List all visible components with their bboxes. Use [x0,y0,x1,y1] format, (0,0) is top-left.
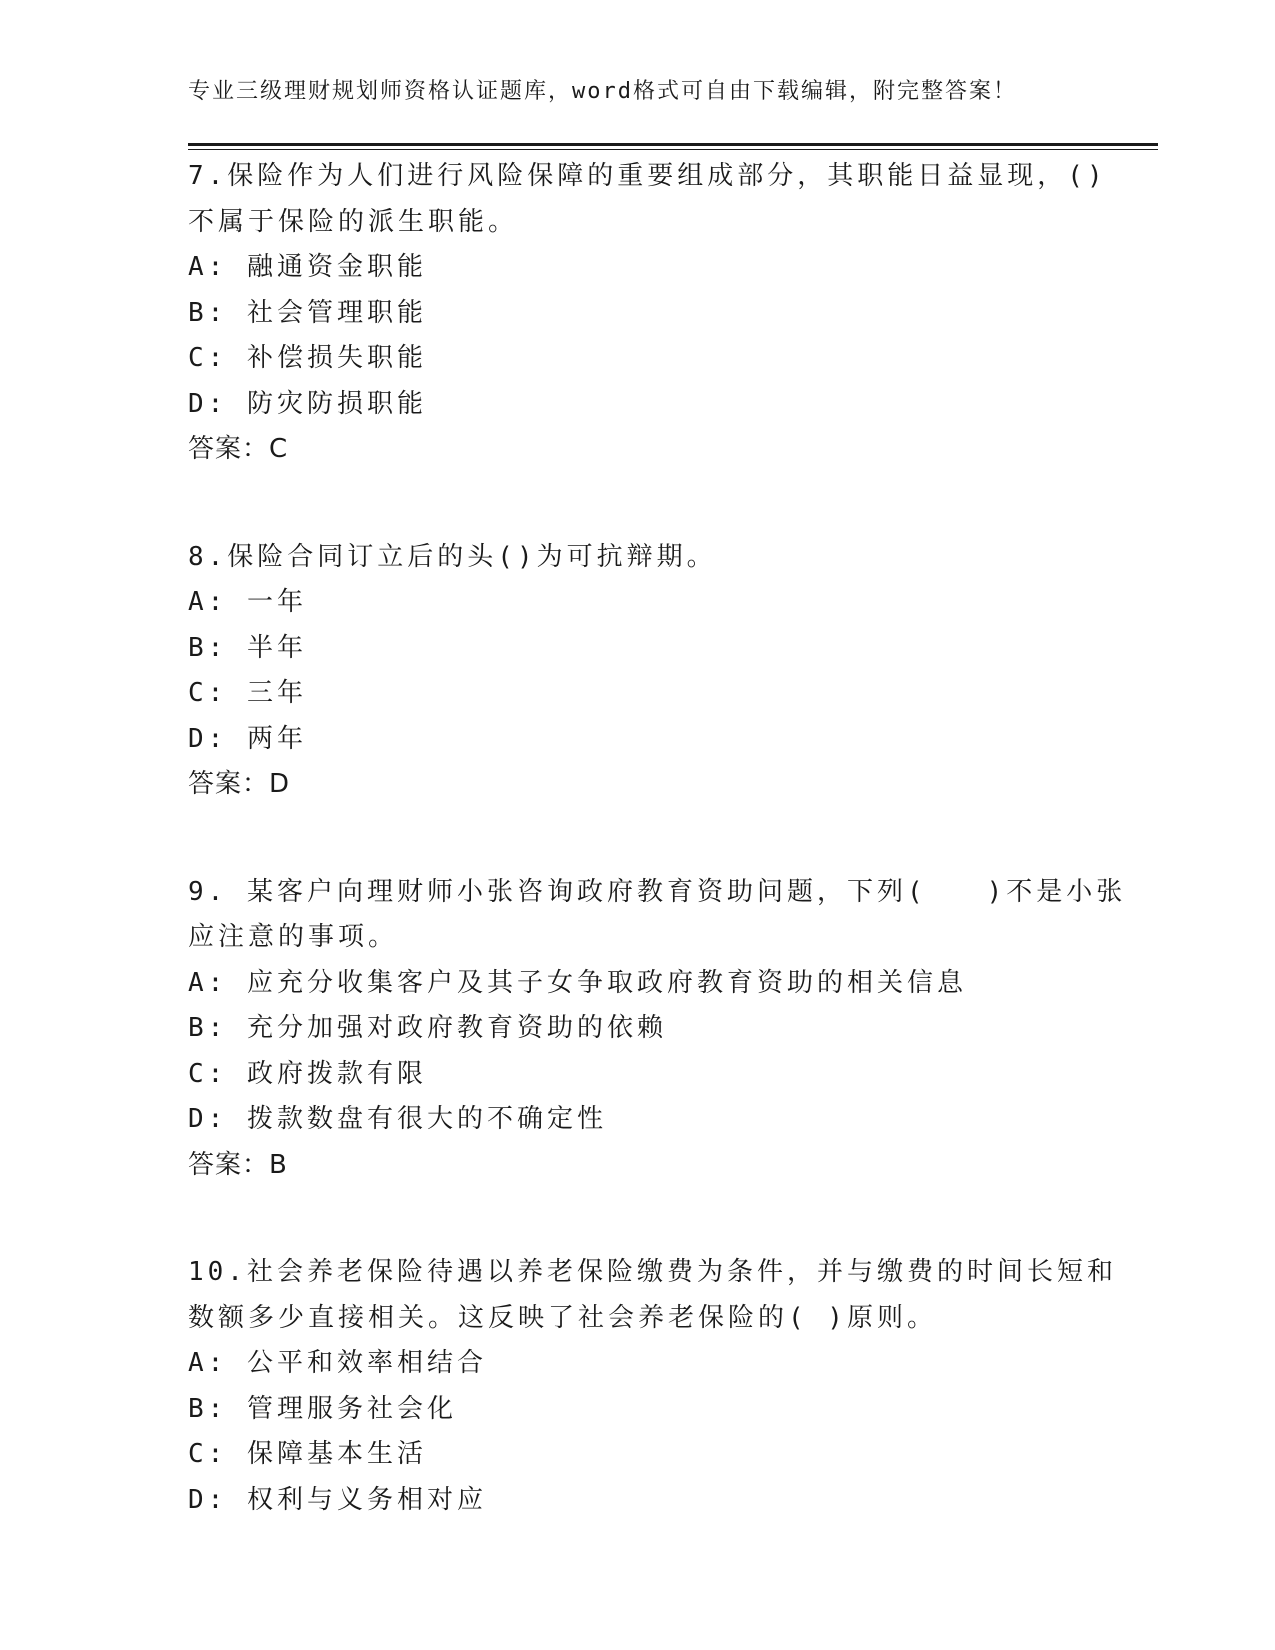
question-7 [188,154,1107,473]
option-c: C: 政府拨款有限 [188,1058,427,1089]
header-rule-thick [188,143,1158,146]
question-9 [188,870,1127,1189]
answer: 答案：B [188,1149,288,1180]
option-d: D: 两年 [188,723,307,754]
option-d: D: 权利与义务相对应 [188,1484,487,1515]
option-b: B: 充分加强对政府教育资助的依赖 [188,1013,667,1043]
option-b: B: 社会管理职能 [188,297,427,328]
question-stem: 应注意的事项。 [188,922,399,952]
header-rule-thin [188,149,1158,150]
question-list [188,154,1127,1539]
question-stem: 7.保险作为人们进行风险保障的重要组成部分，其职能日益显现，() [188,161,1107,191]
option-c: C: 三年 [188,678,307,708]
option-b: B: 管理服务社会化 [188,1393,457,1424]
question-8 [188,535,1088,808]
page-header: 专业三级理财规划师资格认证题库，word格式可自由下载编辑，附完整答案！ [188,79,1017,104]
answer: 答案：D [188,769,291,799]
question-stem: 不属于保险的派生职能。 [188,206,519,237]
option-a: A: 公平和效率相结合 [188,1348,487,1378]
question-stem: 9. 某客户向理财师小张咨询政府教育资助问题，下列( )不是小张 [188,876,1127,907]
question-stem: 10.社会养老保险待遇以养老保险缴费为条件，并与缴费的时间长短和 [188,1257,1117,1287]
option-d: D: 拨款数盘有很大的不确定性 [188,1104,607,1134]
option-b: B: 半年 [188,632,307,663]
option-a: A: 一年 [188,587,307,617]
option-a: A: 融通资金职能 [188,252,427,282]
question-stem: 8.保险合同订立后的头()为可抗辩期。 [188,541,717,572]
answer: 答案：C [188,434,289,464]
option-c: C: 保障基本生活 [188,1439,427,1469]
option-a: A: 应充分收集客户及其子女争取政府教育资助的相关信息 [188,967,967,998]
question-10 [188,1250,1117,1523]
option-d: D: 防灾防损职能 [188,388,427,419]
question-stem: 数额多少直接相关。这反映了社会养老保险的( )原则。 [188,1302,937,1333]
option-c: C: 补偿损失职能 [188,343,427,373]
